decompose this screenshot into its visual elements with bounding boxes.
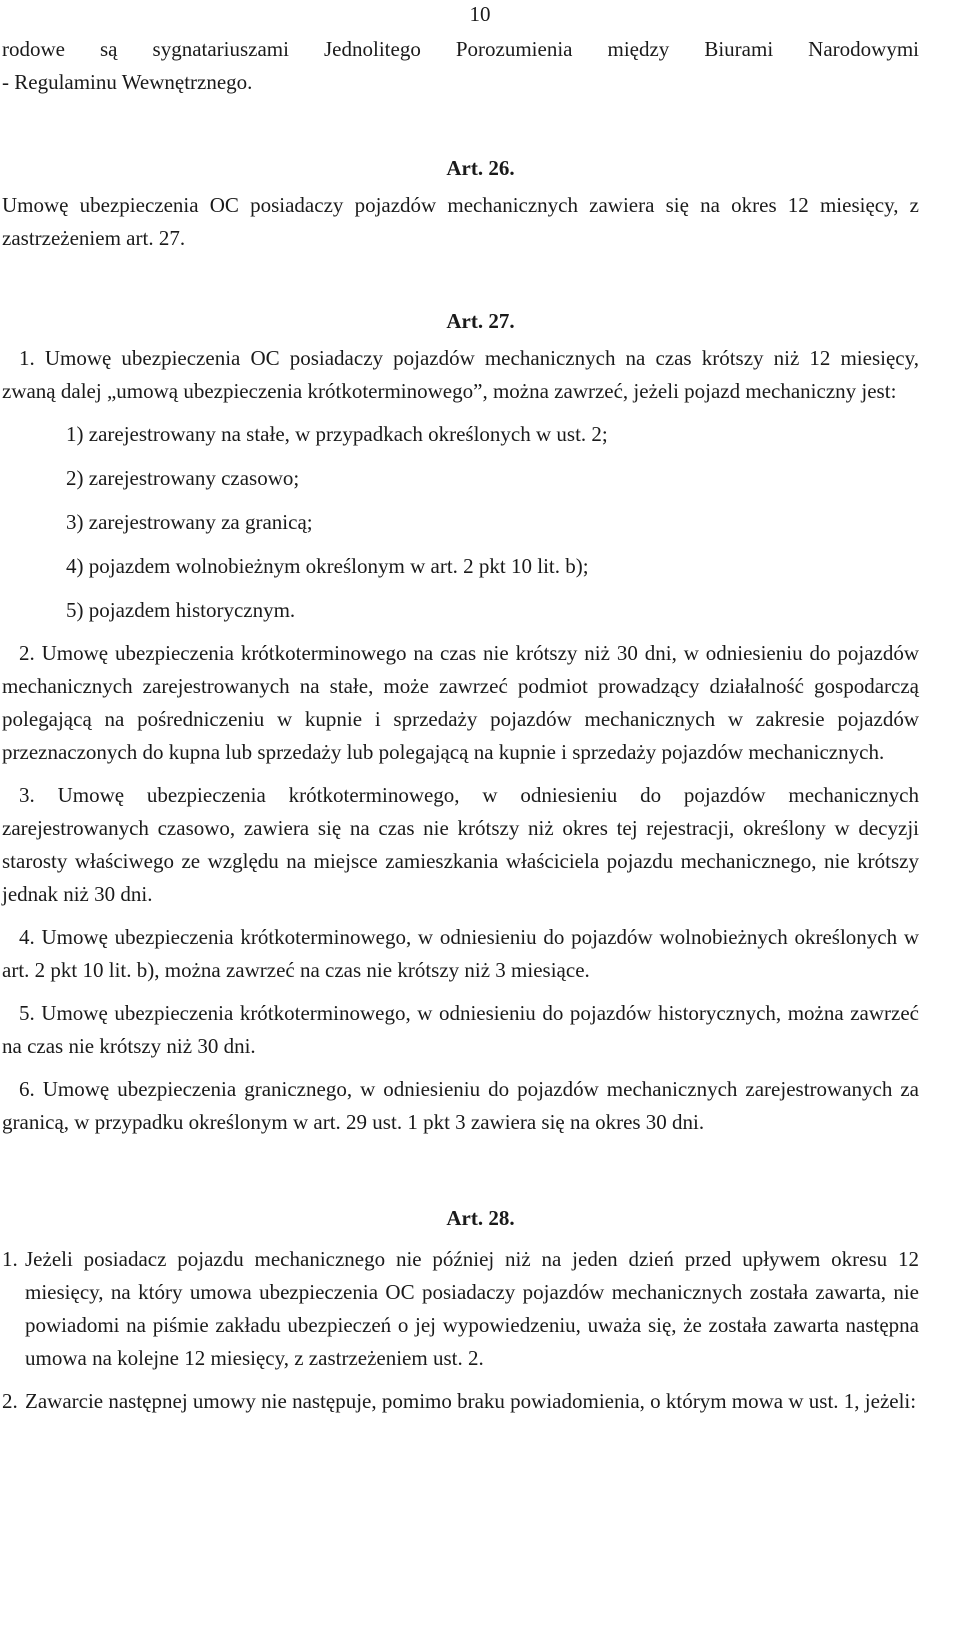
art-28-item-1: [2, 1243, 919, 1375]
art-27-heading: Art. 27.: [446, 309, 515, 333]
art-28-item-1-number: 1.: [2, 1247, 18, 1271]
art-27-point-4: 4) pojazdem wolnobieżnym określonym w art. 2 pkt 10 lit. b);: [66, 554, 589, 578]
art-27-para-3: 3. Umowę ubezpieczenia krótkoterminowego, w odniesieniu do pojazdów mechanicznych zarejestrowanych czasowo, zawiera się na czas nie krótszy niż okres tej rejestracji, określony w decyzji starosty właściwego ze względu na miejsce zamieszkania właściciela pojazdu mechanicznego, nie krótszy jednak niż 30 dni.: [2, 783, 919, 906]
art-27-point-3: 3) zarejestrowany za granicą;: [66, 510, 313, 534]
art-27-point-1: 1) zarejestrowany na stałe, w przypadkach określonych w ust. 2;: [66, 422, 608, 446]
art-28-heading: Art. 28.: [446, 1206, 515, 1230]
page-number: 10: [469, 2, 491, 26]
art-28-item-2-text: Zawarcie następnej umowy nie następuje, pomimo braku powiadomienia, o którym mowa w ust. 1, jeżeli:: [25, 1389, 917, 1413]
intro-line-2: - Regulaminu Wewnętrznego.: [2, 70, 253, 94]
art-26-heading: Art. 26.: [446, 156, 515, 180]
art-26-text: Umowę ubezpieczenia OC posiadaczy pojazdów mechanicznych zawiera się na okres 12 miesięcy, z zastrzeżeniem art. 27.: [2, 193, 919, 250]
intro-line-1: rodowe są sygnatariuszami Jednolitego Porozumienia między Biurami Narodowymi: [2, 37, 919, 61]
art-27-para-1: 1. Umowę ubezpieczenia OC posiadaczy pojazdów mechanicznych na czas krótszy niż 12 miesięcy, zwaną dalej „umową ubezpieczenia krótkoterminowego”, można zawrzeć, jeżeli pojazd mechaniczny jest:: [2, 346, 919, 403]
art-28-item-1-text: Jeżeli posiadacz pojazdu mechanicznego nie później niż na jeden dzień przed upływem okresu 12 miesięcy, na który umowa ubezpieczenia OC posiadaczy pojazdów mechanicznych została zawarta, nie powiadomi na piśmie zakładu ubezpieczeń o jej wypowiedzeniu, uważa się, że została zawarta następna umowa na kolejne 12 miesięcy, z zastrzeżeniem ust. 2.: [25, 1247, 919, 1370]
art-27-point-5: 5) pojazdem historycznym.: [66, 598, 296, 622]
document-body: [2, 33, 919, 1418]
art-27-para-6: 6. Umowę ubezpieczenia granicznego, w odniesieniu do pojazdów mechanicznych zarejestrowanych za granicą, w przypadku określonym w art. 29 ust. 1 pkt 3 zawiera się na okres 30 dni.: [2, 1077, 919, 1134]
art-28-item-2: [2, 1385, 919, 1418]
art-27-para-5: 5. Umowę ubezpieczenia krótkoterminowego, w odniesieniu do pojazdów historycznych, można zawrzeć na czas nie krótszy niż 30 dni.: [2, 1001, 919, 1058]
art-28-item-2-number: 2.: [2, 1389, 18, 1413]
art-27-point-2: 2) zarejestrowany czasowo;: [66, 466, 300, 490]
art-27-para-4: 4. Umowę ubezpieczenia krótkoterminowego, w odniesieniu do pojazdów wolnobieżnych określonych w art. 2 pkt 10 lit. b), można zawrzeć na czas nie krótszy niż 3 miesiące.: [2, 925, 919, 982]
art-27-para-2: 2. Umowę ubezpieczenia krótkoterminowego na czas nie krótszy niż 30 dni, w odniesieniu do pojazdów mechanicznych zarejestrowanych na stałe, może zawrzeć podmiot prowadzący działalność gospodarczą polegającą na pośredniczeniu w kupnie i sprzedaży pojazdów mechanicznych w zakresie pojazdów przeznaczonych do kupna lub sprzedaży lub polegającą na kupnie i sprzedaży pojazdów mechanicznych.: [2, 641, 919, 764]
